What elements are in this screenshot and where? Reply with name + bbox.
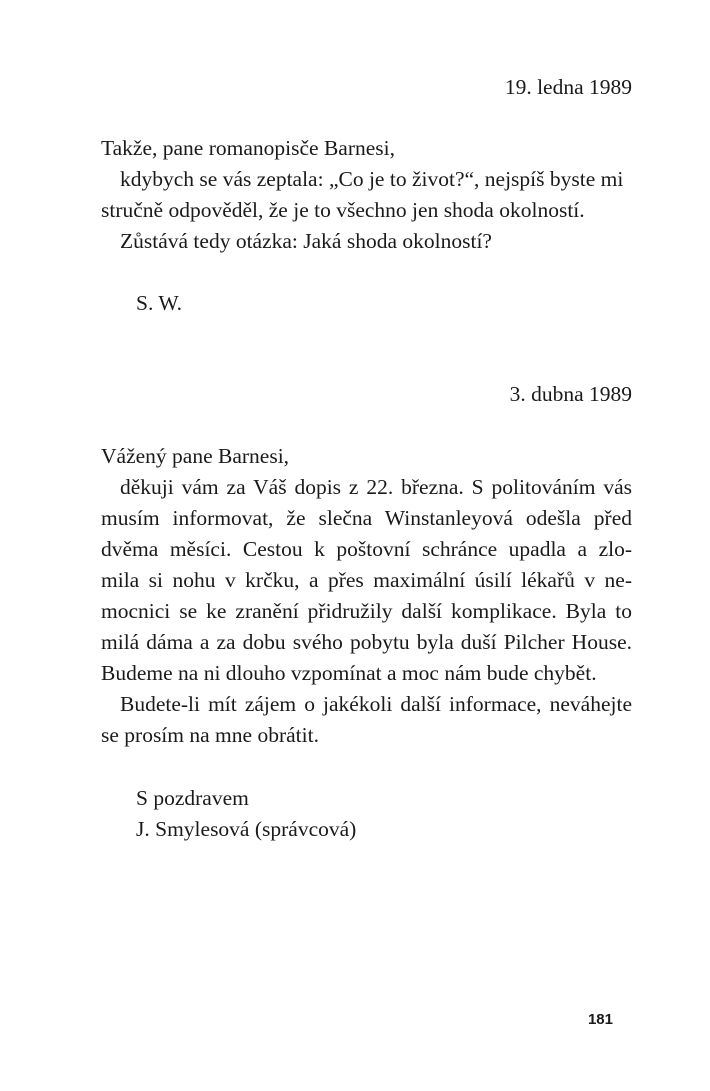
letter2-line-3: dvěma měsíci. Cestou k poštovní schránce upadla a zlo- [101,537,632,561]
letter2-line-5: mocnici se ke zranění přidružily další komplikace. Byla to [101,599,632,623]
letter2-line-7: Budeme na ni dlouho vzpomínat a moc nám bude chybět. [101,661,597,685]
letter2-salutation: Vážený pane Barnesi, [101,444,290,468]
letter2-line-1: děkuji vám za Váš dopis z 22. března. S politováním vás [120,475,632,499]
letter2-line-9: se prosím na mne obrátit. [101,723,319,747]
letter2-closing: S pozdravem [136,786,249,810]
letter1-signature: S. W. [136,291,183,315]
letter2-line-6: milá dáma a za dobu svého pobytu byla duší Pilcher House. [101,630,632,654]
letter1-line-2: stručně odpověděl, že je to všechno jen shoda okolností. [101,198,585,222]
letter1-line-3: Zůstává tedy otázka: Jaká shoda okolností? [120,229,492,253]
letter2-line-4: mila si nohu v krčku, a přes maximální úsilí lékařů v ne- [101,568,632,592]
letter1-date: 19. ledna 1989 [504,75,632,99]
letter2-line-2: musím informovat, že slečna Winstanleyová odešla před [101,506,632,530]
letter1-salutation: Takže, pane romanopisče Barnesi, [101,136,395,160]
letter2-signature: J. Smylesová (správcová) [136,817,357,841]
letter1-line-1: kdybych se vás zeptala: „Co je to život?“, nejspíš byste mi [120,167,624,191]
letter2-date: 3. dubna 1989 [509,382,632,406]
page-number: 181 [587,1011,613,1028]
letter2-line-8: Budete-li mít zájem o jakékoli další informace, neváhejte [120,692,632,716]
